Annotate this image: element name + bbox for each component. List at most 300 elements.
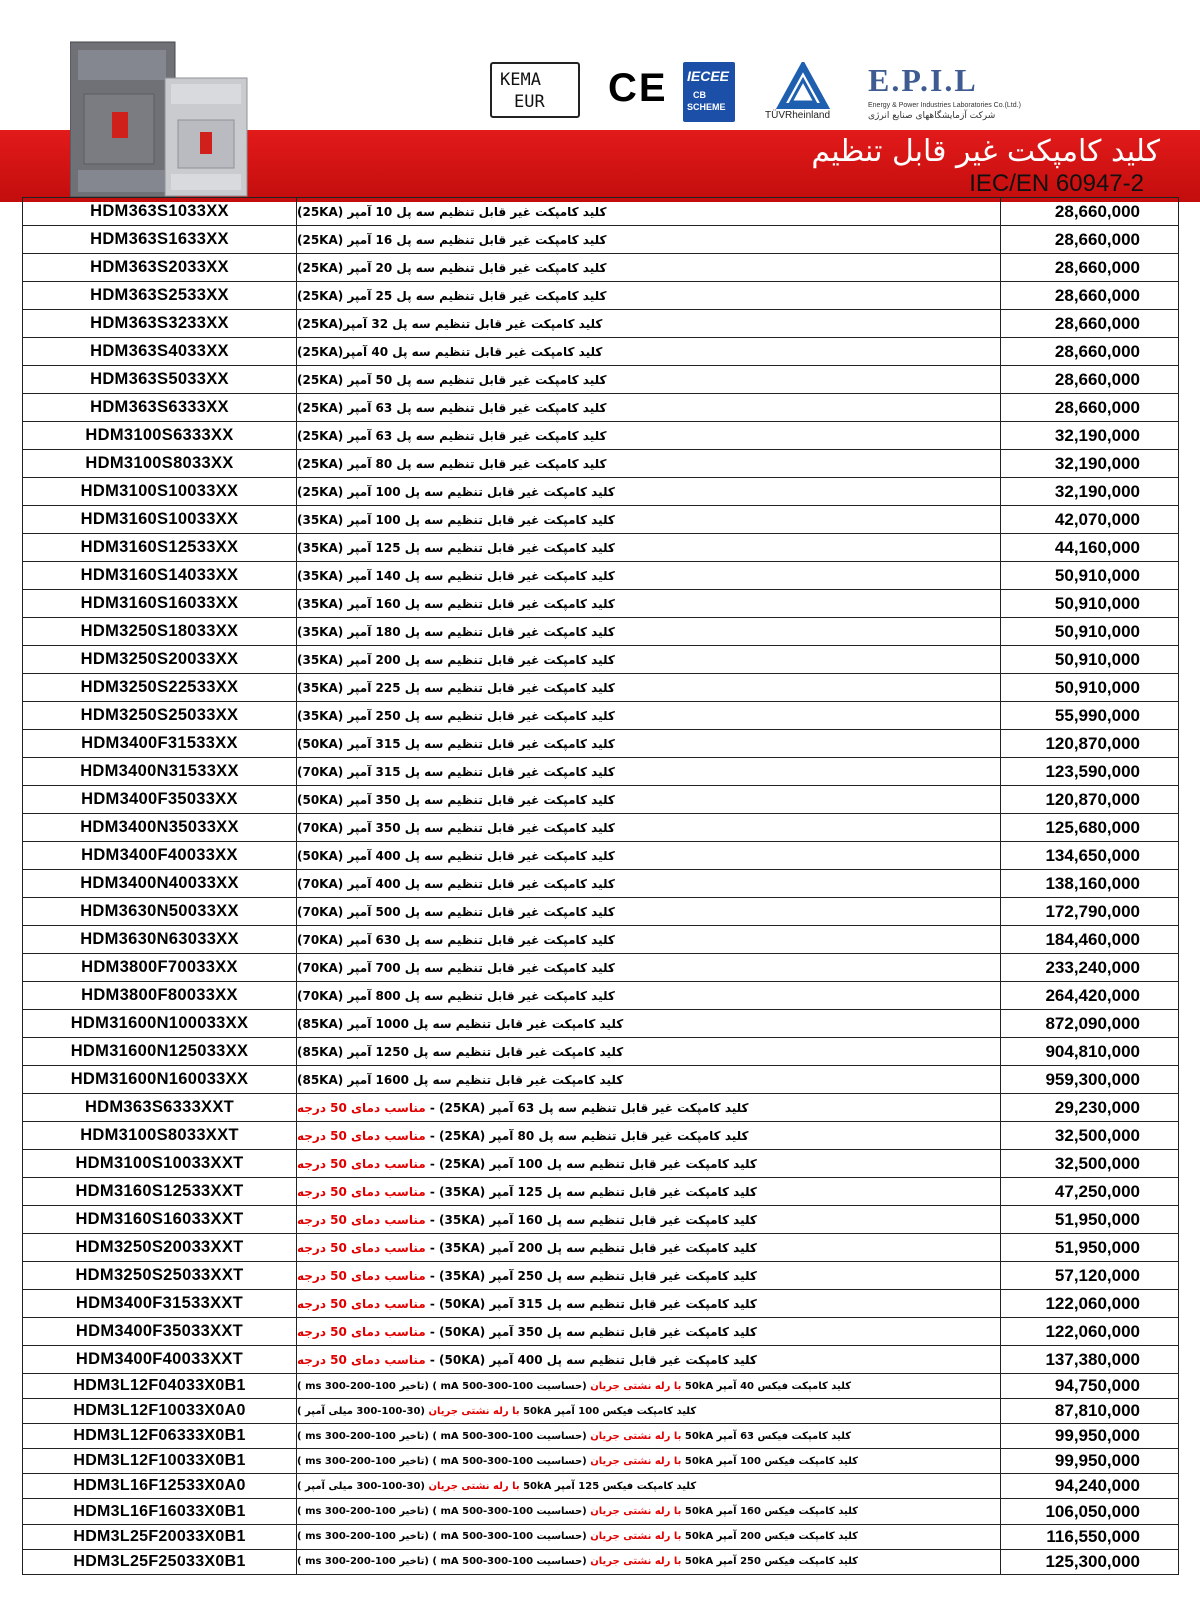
product-description <box>297 1374 1001 1398</box>
product-price: 28,660,000 <box>1054 369 1140 389</box>
product-code: HDM3250S20033XXT <box>23 1234 297 1261</box>
description-text <box>297 961 615 975</box>
product-price: 51,950,000 <box>1054 1209 1140 1229</box>
description-main: کلید کامپکت غیر قابل تنظیم سه پل 350 آمپر (50KA) <box>297 792 615 807</box>
description-text <box>297 373 607 387</box>
product-description <box>297 1066 1001 1093</box>
description-spec: (حساسیت 100-300-500 mA ) (تاخیر 100-200-300 ms ) <box>297 1380 591 1392</box>
description-main: کلید کامپکت غیر قابل تنظیم سه پل 16 آمپر (25KA) <box>297 232 607 247</box>
description-main: کلید کامپکت فیکس 40 آمپر 50kA <box>681 1380 852 1392</box>
product-description <box>297 1449 1001 1473</box>
table-row <box>23 1094 1178 1122</box>
product-description <box>297 1206 1001 1233</box>
product-code: HDM3400N35033XX <box>23 814 297 841</box>
product-price: 99,950,000 <box>1054 1451 1140 1471</box>
description-text <box>297 289 607 303</box>
table-row <box>23 1499 1178 1524</box>
description-main: کلید کامپکت غیر قابل تنظیم سه پل 200 آمپر (35KA) <box>297 652 615 667</box>
table-row <box>23 1474 1178 1499</box>
product-code: HDM3400F35033XXT <box>23 1318 297 1345</box>
product-code: HDM363S2533XX <box>23 282 297 309</box>
epil-subtitle-en: Energy & Power Industries Laboratories Co.(Ltd.) <box>868 102 1021 109</box>
table-row <box>23 1262 1178 1290</box>
epil-subtitle-fa: شرکت آزمایشگاههای صنایع انرژی <box>868 111 996 121</box>
description-main: کلید کامپکت غیر قابل تنظیم سه پل 180 آمپر (35KA) <box>297 624 615 639</box>
description-text <box>297 709 615 723</box>
description-highlight: مناسب دمای 50 درجه <box>297 1352 426 1367</box>
description-text <box>297 989 615 1003</box>
description-text <box>297 1185 757 1199</box>
table-row <box>23 1318 1178 1346</box>
table-row <box>23 702 1178 730</box>
description-text <box>297 1101 749 1115</box>
table-row <box>23 1122 1178 1150</box>
standard-label: IEC/EN 60947-2 <box>969 170 1144 197</box>
table-row <box>23 1374 1178 1399</box>
product-price: 57,120,000 <box>1054 1265 1140 1285</box>
product-description <box>297 366 1001 393</box>
product-price: 125,680,000 <box>1045 817 1140 837</box>
description-text <box>297 1531 858 1542</box>
product-code: HDM363S3233XX <box>23 310 297 337</box>
description-highlight: مناسب دمای 50 درجه <box>297 1324 426 1339</box>
description-text <box>297 625 615 639</box>
product-description <box>297 842 1001 869</box>
product-code: HDM3400F31533XX <box>23 730 297 757</box>
description-main: کلید کامپکت غیر قابل تنظیم سه پل 40 آمپر(25KA) <box>297 344 603 359</box>
product-code: HDM3400F31533XXT <box>23 1290 297 1317</box>
product-code: HDM3L25F25033X0B1 <box>23 1550 297 1574</box>
product-code: HDM3400F40033XX <box>23 842 297 869</box>
description-text <box>297 1431 851 1442</box>
description-highlight: مناسب دمای 50 درجه <box>297 1296 426 1311</box>
description-main: کلید کامپکت غیر قابل تنظیم سه پل 63 آمپر (25KA) <box>297 400 607 415</box>
table-row <box>23 730 1178 758</box>
product-code: HDM363S2033XX <box>23 254 297 281</box>
description-main: کلید کامپکت غیر قابل تنظیم سه پل 1600 آمپر (85KA) <box>297 1072 624 1087</box>
certification-logos <box>490 62 1050 127</box>
product-price: 172,790,000 <box>1045 901 1140 921</box>
product-price: 50,910,000 <box>1054 565 1140 585</box>
product-code: HDM3L12F04033X0B1 <box>23 1374 297 1398</box>
description-main: کلید کامپکت غیر قابل تنظیم سه پل 80 آمپر (25KA) <box>297 456 607 471</box>
table-row <box>23 1178 1178 1206</box>
product-code: HDM3250S25033XXT <box>23 1262 297 1289</box>
page-title: کلید کامپکت غیر قابل تنظیم <box>811 134 1160 169</box>
description-main: کلید کامپکت غیر قابل تنظیم سه پل 315 آمپر (50KA) - <box>425 1296 757 1311</box>
table-row <box>23 310 1178 338</box>
product-code: HDM3100S8033XXT <box>23 1122 297 1149</box>
table-row <box>23 842 1178 870</box>
description-spec: (30-100-300 میلی آمپر ) <box>297 1480 429 1492</box>
description-main: کلید کامپکت فیکس 250 آمپر 50kA <box>681 1556 858 1568</box>
product-description <box>297 1399 1001 1423</box>
description-text <box>297 1381 851 1392</box>
description-spec: (حساسیت 100-300-500 mA ) (تاخیر 100-200-300 ms ) <box>297 1556 591 1568</box>
description-text <box>297 821 615 835</box>
description-highlight: با رله نشتی جریان <box>590 1531 682 1543</box>
table-row <box>23 534 1178 562</box>
tuv-triangle-icon <box>765 62 845 110</box>
table-row <box>23 1449 1178 1474</box>
table-row <box>23 1234 1178 1262</box>
product-code: HDM3160S14033XX <box>23 562 297 589</box>
product-code: HDM363S4033XX <box>23 338 297 365</box>
table-row <box>23 1424 1178 1449</box>
description-text <box>297 1353 757 1367</box>
product-description <box>297 590 1001 617</box>
product-code: HDM3400F35033XX <box>23 786 297 813</box>
product-description <box>297 1499 1001 1523</box>
description-main: کلید کامپکت غیر قابل تنظیم سه پل 100 آمپر (25KA) - <box>425 1156 757 1171</box>
table-row <box>23 282 1178 310</box>
description-text <box>297 1556 858 1567</box>
product-code: HDM3800F70033XX <box>23 954 297 981</box>
iecee-text: IECEE <box>687 68 730 84</box>
product-price: 50,910,000 <box>1054 677 1140 697</box>
description-main: کلید کامپکت غیر قابل تنظیم سه پل 10 آمپر (25KA) <box>297 204 607 219</box>
table-row <box>23 870 1178 898</box>
description-main: کلید کامپکت غیر قابل تنظیم سه پل 350 آمپر (50KA) - <box>425 1324 757 1339</box>
description-text <box>297 233 607 247</box>
product-description <box>297 254 1001 281</box>
description-text <box>297 485 615 499</box>
product-description <box>297 786 1001 813</box>
tuv-caption: TÜVRheinland <box>765 110 831 121</box>
description-main: کلید کامپکت غیر قابل تنظیم سه پل 125 آمپر (35KA) - <box>425 1184 757 1199</box>
product-description <box>297 1038 1001 1065</box>
description-main: کلید کامپکت غیر قابل تنظیم سه پل 315 آمپر (70KA) <box>297 764 615 779</box>
product-price: 264,420,000 <box>1045 985 1140 1005</box>
product-code: HDM3400N40033XX <box>23 870 297 897</box>
kema-logo-text-2: EUR <box>514 92 545 112</box>
product-price: 123,590,000 <box>1045 761 1140 781</box>
product-price: 116,550,000 <box>1046 1526 1140 1546</box>
description-main: کلید کامپکت غیر قابل تنظیم سه پل 400 آمپر (70KA) <box>297 876 615 891</box>
description-main: کلید کامپکت فیکس 100 آمپر 50kA <box>519 1405 697 1417</box>
product-price: 55,990,000 <box>1054 705 1140 725</box>
table-row <box>23 758 1178 786</box>
product-description <box>297 870 1001 897</box>
product-price: 122,060,000 <box>1045 1321 1140 1341</box>
description-highlight: مناسب دمای 50 درجه <box>297 1212 426 1227</box>
description-text <box>297 457 607 471</box>
table-row <box>23 814 1178 842</box>
description-highlight: با رله نشتی جریان <box>590 1506 682 1518</box>
product-price: 32,190,000 <box>1054 481 1140 501</box>
product-price: 106,050,000 <box>1045 1501 1140 1521</box>
product-description <box>297 562 1001 589</box>
table-row <box>23 926 1178 954</box>
product-description <box>297 1318 1001 1345</box>
description-main: کلید کامپکت غیر قابل تنظیم سه پل 160 آمپر (35KA) - <box>425 1212 757 1227</box>
table-row <box>23 478 1178 506</box>
description-main: کلید کامپکت غیر قابل تنظیم سه پل 800 آمپر (70KA) <box>297 988 615 1003</box>
product-code: HDM31600N100033XX <box>23 1010 297 1037</box>
description-main: کلید کامپکت غیر قابل تنظیم سه پل 500 آمپر (70KA) <box>297 904 615 919</box>
product-description <box>297 898 1001 925</box>
product-description <box>297 674 1001 701</box>
table-row <box>23 1066 1178 1094</box>
product-price: 872,090,000 <box>1045 1013 1140 1033</box>
table-row <box>23 198 1178 226</box>
description-text <box>297 1297 757 1311</box>
product-description <box>297 338 1001 365</box>
product-price: 87,810,000 <box>1054 1401 1140 1421</box>
description-text <box>297 681 615 695</box>
product-description <box>297 646 1001 673</box>
product-code: HDM3250S20033XX <box>23 646 297 673</box>
description-main: کلید کامپکت غیر قابل تنظیم سه پل 50 آمپر (25KA) <box>297 372 607 387</box>
product-price: 44,160,000 <box>1054 537 1140 557</box>
product-price: 47,250,000 <box>1054 1181 1140 1201</box>
product-code: HDM3160S16033XXT <box>23 1206 297 1233</box>
product-description <box>297 1150 1001 1177</box>
description-text <box>297 905 615 919</box>
description-highlight: مناسب دمای 50 درجه <box>297 1128 426 1143</box>
product-description <box>297 478 1001 505</box>
product-code: HDM363S6333XXT <box>23 1094 297 1121</box>
description-text <box>297 1406 696 1417</box>
description-text <box>297 569 615 583</box>
product-code: HDM3L16F12533X0A0 <box>23 1474 297 1498</box>
table-row <box>23 1290 1178 1318</box>
product-code: HDM363S1033XX <box>23 198 297 225</box>
product-description <box>297 450 1001 477</box>
product-code: HDM3250S25033XX <box>23 702 297 729</box>
description-main: کلید کامپکت غیر قابل تنظیم سه پل 400 آمپر (50KA) <box>297 848 615 863</box>
breaker-illustration <box>70 40 250 200</box>
kema-logo <box>490 62 580 118</box>
product-price: 125,300,000 <box>1045 1551 1140 1571</box>
product-price: 122,060,000 <box>1045 1293 1140 1313</box>
table-row <box>23 422 1178 450</box>
table-row <box>23 1346 1178 1374</box>
description-spec: (حساسیت 100-300-500 mA ) (تاخیر 100-200-300 ms ) <box>297 1506 591 1518</box>
table-row <box>23 1206 1178 1234</box>
product-price: 137,380,000 <box>1045 1349 1140 1369</box>
description-main: کلید کامپکت غیر قابل تنظیم سه پل 400 آمپر (50KA) - <box>425 1352 757 1367</box>
product-code: HDM3160S10033XX <box>23 506 297 533</box>
product-description <box>297 534 1001 561</box>
product-description <box>297 1178 1001 1205</box>
product-description <box>297 1234 1001 1261</box>
description-main: کلید کامپکت غیر قابل تنظیم سه پل 315 آمپر (50KA) <box>297 736 615 751</box>
description-main: کلید کامپکت فیکس 200 آمپر 50kA <box>681 1531 858 1543</box>
description-highlight: مناسب دمای 50 درجه <box>297 1184 426 1199</box>
product-description <box>297 1346 1001 1373</box>
product-description <box>297 1122 1001 1149</box>
description-text <box>297 401 607 415</box>
description-main: کلید کامپکت غیر قابل تنظیم سه پل 125 آمپر (35KA) <box>297 540 615 555</box>
product-description <box>297 226 1001 253</box>
description-text <box>297 317 602 331</box>
table-row <box>23 1399 1178 1424</box>
epil-name: E.P.I.L <box>868 62 978 98</box>
description-text <box>297 765 615 779</box>
table-row <box>23 590 1178 618</box>
description-main: کلید کامپکت غیر قابل تنظیم سه پل 100 آمپر (35KA) <box>297 512 615 527</box>
product-price: 120,870,000 <box>1045 789 1140 809</box>
product-price: 50,910,000 <box>1054 593 1140 613</box>
table-row <box>23 338 1178 366</box>
product-code: HDM3L12F10033X0A0 <box>23 1399 297 1423</box>
product-code: HDM3100S6333XX <box>23 422 297 449</box>
product-code: HDM31600N125033XX <box>23 1038 297 1065</box>
description-text <box>297 1269 757 1283</box>
product-price: 42,070,000 <box>1054 509 1140 529</box>
product-description <box>297 1262 1001 1289</box>
table-row <box>23 506 1178 534</box>
description-text <box>297 597 615 611</box>
description-text <box>297 1456 858 1467</box>
product-code: HDM3400F40033XXT <box>23 1346 297 1373</box>
epil-logo <box>868 62 1028 122</box>
description-text <box>297 849 615 863</box>
description-main: کلید کامپکت غیر قابل تنظیم سه پل 225 آمپر (35KA) <box>297 680 615 695</box>
product-code: HDM3630N63033XX <box>23 926 297 953</box>
description-text <box>297 1325 757 1339</box>
description-text <box>297 429 607 443</box>
product-price: 50,910,000 <box>1054 649 1140 669</box>
description-text <box>297 653 615 667</box>
product-code: HDM3100S10033XX <box>23 478 297 505</box>
table-row <box>23 898 1178 926</box>
product-price: 28,660,000 <box>1054 341 1140 361</box>
ce-logo: CE <box>608 66 668 110</box>
product-price: 28,660,000 <box>1054 257 1140 277</box>
table-row <box>23 1550 1178 1574</box>
description-main: کلید کامپکت غیر قابل تنظیم سه پل 1250 آمپر (85KA) <box>297 1044 624 1059</box>
table-row <box>23 226 1178 254</box>
description-spec: (30-100-300 میلی آمپر ) <box>297 1405 429 1417</box>
product-code: HDM3630N50033XX <box>23 898 297 925</box>
iecee-scheme-text: SCHEME <box>687 102 726 112</box>
product-price: 99,950,000 <box>1054 1426 1140 1446</box>
description-highlight: مناسب دمای 50 درجه <box>297 1100 426 1115</box>
product-description <box>297 1010 1001 1037</box>
iecee-cb-text: CB <box>693 90 706 100</box>
description-text <box>297 513 615 527</box>
table-row <box>23 254 1178 282</box>
tuv-logo <box>765 62 845 122</box>
product-description <box>297 1474 1001 1498</box>
table-row <box>23 1150 1178 1178</box>
product-description <box>297 954 1001 981</box>
table-row <box>23 786 1178 814</box>
description-highlight: با رله نشتی جریان <box>428 1405 520 1417</box>
description-text <box>297 1017 623 1031</box>
description-spec: (حساسیت 100-300-500 mA ) (تاخیر 100-200-300 ms ) <box>297 1455 591 1467</box>
product-price: 29,230,000 <box>1054 1097 1140 1117</box>
product-code: HDM3250S18033XX <box>23 618 297 645</box>
description-highlight: با رله نشتی جریان <box>590 1556 682 1568</box>
description-text <box>297 1241 757 1255</box>
product-code: HDM3800F80033XX <box>23 982 297 1009</box>
product-description <box>297 702 1001 729</box>
product-price: 32,500,000 <box>1054 1125 1140 1145</box>
description-text <box>297 1213 757 1227</box>
description-main: کلید کامپکت غیر قابل تنظیم سه پل 20 آمپر (25KA) <box>297 260 607 275</box>
description-text <box>297 345 602 359</box>
description-main: کلید کامپکت غیر قابل تنظیم سه پل 25 آمپر (25KA) <box>297 288 607 303</box>
product-description <box>297 282 1001 309</box>
description-text <box>297 1481 696 1492</box>
table-row <box>23 674 1178 702</box>
product-code: HDM363S5033XX <box>23 366 297 393</box>
product-code: HDM3160S12533XXT <box>23 1178 297 1205</box>
description-main: کلید کامپکت غیر قابل تنظیم سه پل 1000 آمپر (85KA) <box>297 1016 624 1031</box>
product-description <box>297 926 1001 953</box>
product-price: 28,660,000 <box>1054 201 1140 221</box>
product-description <box>297 730 1001 757</box>
product-code: HDM3L25F20033X0B1 <box>23 1525 297 1549</box>
product-description <box>297 422 1001 449</box>
description-text <box>297 1073 623 1087</box>
description-spec: (حساسیت 100-300-500 mA ) (تاخیر 100-200-300 ms ) <box>297 1430 591 1442</box>
product-description <box>297 198 1001 225</box>
product-price: 120,870,000 <box>1045 733 1140 753</box>
product-description <box>297 1290 1001 1317</box>
description-main: کلید کامپکت غیر قابل تنظیم سه پل 80 آمپر (25KA) - <box>425 1128 749 1143</box>
description-main: کلید کامپکت غیر قابل تنظیم سه پل 630 آمپر (70KA) <box>297 932 615 947</box>
product-price: 233,240,000 <box>1045 957 1140 977</box>
description-highlight: مناسب دمای 50 درجه <box>297 1156 426 1171</box>
description-text <box>297 1157 757 1171</box>
product-description <box>297 814 1001 841</box>
product-price: 184,460,000 <box>1045 929 1140 949</box>
price-table <box>22 197 1179 1575</box>
page-header <box>0 0 1200 202</box>
product-description <box>297 982 1001 1009</box>
product-code: HDM3160S16033XX <box>23 590 297 617</box>
product-price: 904,810,000 <box>1045 1041 1140 1061</box>
product-description <box>297 1094 1001 1121</box>
description-main: کلید کامپکت غیر قابل تنظیم سه پل 160 آمپر (35KA) <box>297 596 615 611</box>
description-main: کلید کامپکت فیکس 63 آمپر 50kA <box>681 1430 852 1442</box>
description-main: کلید کامپکت غیر قابل تنظیم سه پل 140 آمپر (35KA) <box>297 568 615 583</box>
description-main: کلید کامپکت فیکس 125 آمپر 50kA <box>519 1480 697 1492</box>
description-text <box>297 541 615 555</box>
description-text <box>297 877 615 891</box>
description-highlight: با رله نشتی جریان <box>590 1455 682 1467</box>
description-text <box>297 1129 749 1143</box>
table-row <box>23 562 1178 590</box>
description-text <box>297 793 615 807</box>
product-description <box>297 506 1001 533</box>
description-spec: (حساسیت 100-300-500 mA ) (تاخیر 100-200-300 ms ) <box>297 1531 591 1543</box>
product-price: 51,950,000 <box>1054 1237 1140 1257</box>
product-price: 28,660,000 <box>1054 397 1140 417</box>
description-text <box>297 1045 623 1059</box>
description-main: کلید کامپکت غیر قابل تنظیم سه پل 32 آمپر(25KA) <box>297 316 603 331</box>
product-description <box>297 310 1001 337</box>
description-main: کلید کامپکت غیر قابل تنظیم سه پل 700 آمپر (70KA) <box>297 960 615 975</box>
product-price: 28,660,000 <box>1054 313 1140 333</box>
product-description <box>297 394 1001 421</box>
description-text <box>297 737 615 751</box>
product-code: HDM3400N31533XX <box>23 758 297 785</box>
product-code: HDM3L16F16033X0B1 <box>23 1499 297 1523</box>
description-main: کلید کامپکت غیر قابل تنظیم سه پل 63 آمپر (25KA) <box>297 428 607 443</box>
product-price: 94,240,000 <box>1054 1476 1140 1496</box>
description-main: کلید کامپکت غیر قابل تنظیم سه پل 63 آمپر (25KA) - <box>425 1100 749 1115</box>
description-main: کلید کامپکت غیر قابل تنظیم سه پل 250 آمپر (35KA) <box>297 708 615 723</box>
table-row <box>23 1038 1178 1066</box>
table-row <box>23 1525 1178 1550</box>
description-text <box>297 1506 858 1517</box>
table-row <box>23 366 1178 394</box>
